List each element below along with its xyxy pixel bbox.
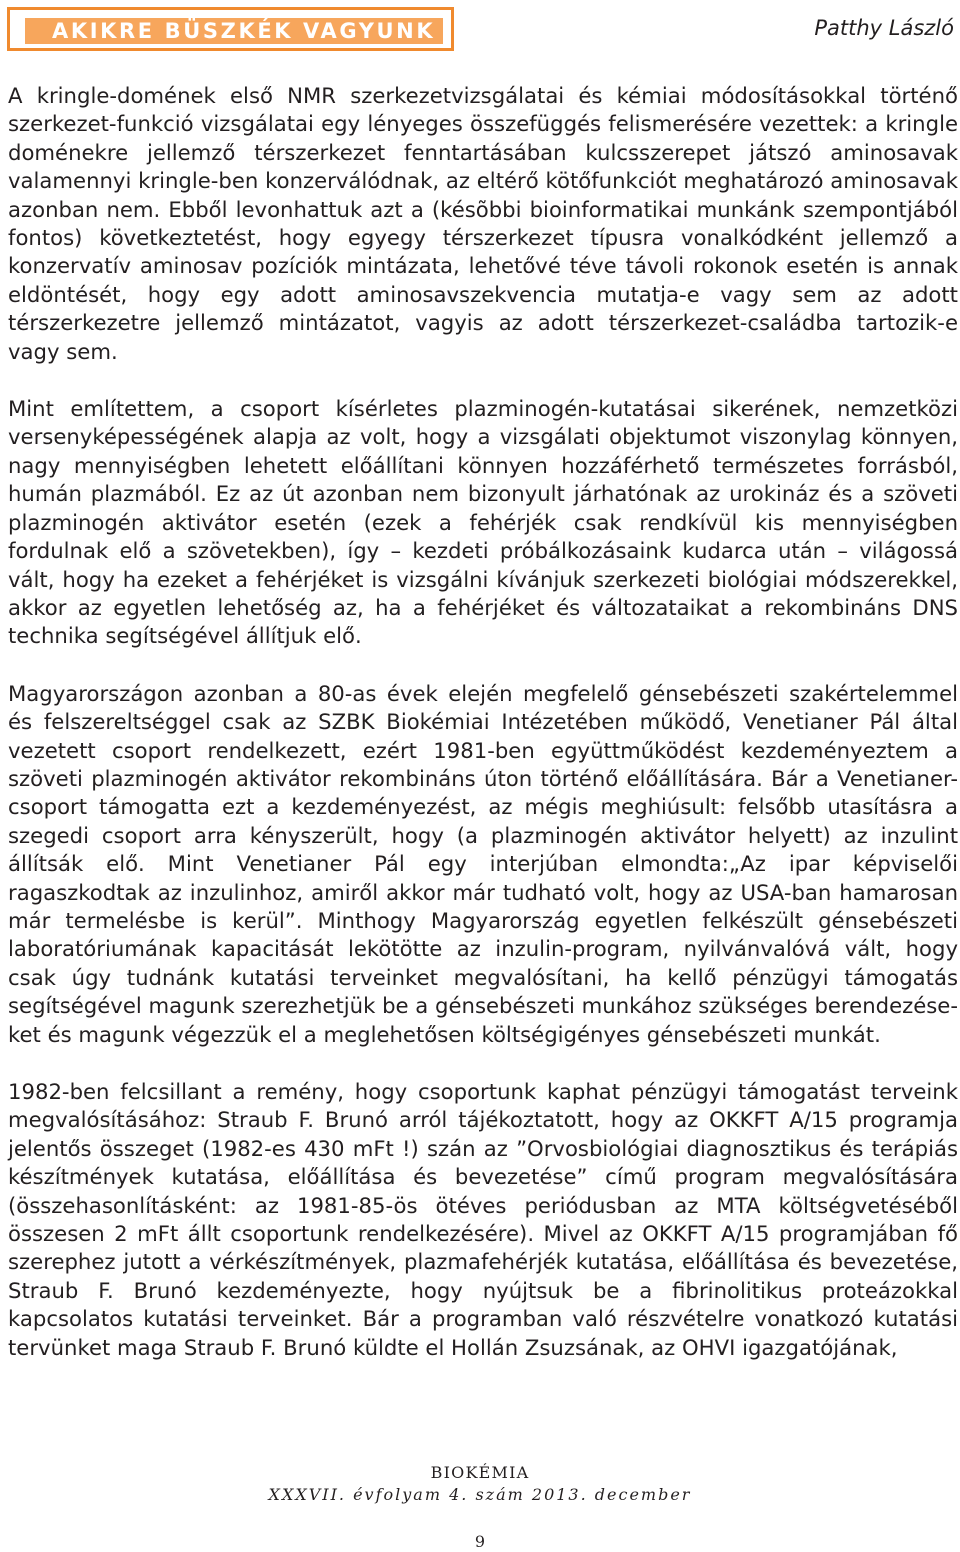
paragraph-2: Mint említettem, a csoport kísérletes plazminogén-kutatásai sikerének, nemzetközi versenyképességének alapja az volt, hogy a vizsgálati objektumot viszonylag könnyen, nagy mennyiségben lehetett előállítani könnyen hozzáférhető természetes forrásból, humán plazmából. Ez az út azonban nem bizonyult járhatónak az urokináz és a szöveti plazminogén aktivátor esetén (ezek a fehérjék csak rendkívül kis mennyiségben fordulnak elő a szövetekben), így – kezdeti próbálkozásaink kudarca után – világossá vált, hogy ha ezeket a fehérjéket is vizsgálni kívánjuk szerkezeti biológiai módszerekkel, akkor az egyetlen lehetőség az, ha a fehérjéket és változataikat a rekombináns DNS technika segítségével állítjuk elő. [8, 396, 958, 649]
journal-name: BIOKÉMIA [430, 1463, 530, 1482]
article-body [8, 82, 958, 1391]
paragraph-1: A kringle-domének első NMR szerkezetvizsgálatai és kémiai módosításokkal történő szerkezet-funkció vizsgálatai egy lényeges összefüggés felismerésére vezettek: a kringle doménekre jellemző térszerkezet fenntartásában kulcsszerepet játszó aminosavak valamennyi kringle-ben konzerválódnak, az eltérő kötőfunkciót meghatározó aminosavak azonban nem. Ebből levonhattuk azt a (késõbbi bioinformatikai munkánk szempontjából fontos) következtetést, hogy egyegy térszerkezet típusra vonalkódként jellemző a konzervatív aminosav pozíciók mintázata, lehetővé téve távoli rokonok esetén is annak eldöntését, hogy egy adott aminosavszekvencia mutatja-e vagy sem az adott térszerkezetre jellemző mintázatot, vagyis az adott térszerkezet-családba tartozik-e vagy sem. [8, 83, 958, 364]
paragraph-3: Magyarországon azonban a 80-as évek elején megfelelő génsebészeti szakértelemmel és felszereltséggel csak az SZBK Biokémiai Intézetében működő, Venetianer Pál által vezetett csoport rendelkezett, ezért 1981-ben együttműködést kezdeményeztem a szöveti plazminogén aktivátor rekombináns úton történő előállítására. Bár a Venetianer-csoport támogatta ezt a kezdeményezést, az mégis meghiúsult: felsőbb utasításra a szegedi csoport arra kényszerült, hogy (a plazminogén aktivátor helyett) az inzulint állítsák elő. Mint Venetianer Pál egy interjúban elmondta:„Az ipar képviselői ragaszkodtak az inzulinhoz, amiről akkor már tudható volt, hogy az USA-ban hamarosan már termelésbe is kerül”. Minthogy Magyarország egyetlen felkészült génsebészeti laboratóriumának kapacitását lekötötte az inzulin-program, nyilvánvalóvá vált, hogy csak úgy tudnánk kutatási terveinket megvalósítani, ha kellő pénzügyi támogatás segítségével magunk szerezhetjük be a génsebészeti munkához szükséges berendezéseket és magunk végezzük el a meglehetősen költségigényes génsebészeti munkát. [8, 680, 959, 1047]
page-header [0, 0, 960, 58]
page-number: 9 [474, 1532, 486, 1551]
section-tag [7, 7, 454, 51]
author-name: Patthy László [814, 16, 954, 40]
paragraph-4: 1982-ben felcsillant a remény, hogy csoportunk kaphat pénzügyi támogatást terveink megvalósításához: Straub F. Brunó arról tájékoztatott, hogy az OKKFT A/15 programja jelentős összeget (1982-es 430 mFt !) szán az ”Orvosbiológiai diagnosztikus és terápiás készítmények kutatása, előállítása és bevezetése” című program megvalósítására (összehasonlításként: az 1981-85-ös ötéves periódusban az MTA költségvetéséből összesen 2 mFt állt csoportunk rendelkezésére). Mivel az OKKFT A/15 programjában fő szerephez jutott a vérkészítmények, plazmafehérjék kutatása, előállítása és bevezetése, Straub F. Brunó kezdeményezte, hogy nyújtsuk be a fibrinolitikus proteázokkal kapcsolatos kutatási terveinket. Bár a programban való részvételre vonatkozó kutatási tervünket maga Straub F. Brunó küldte el Hollán Zsuzsának, az OHVI igazgatójának, [8, 1079, 958, 1360]
journal-issue: XXXVII. évfolyam 4. szám 2013. december [268, 1485, 692, 1504]
section-label: AKIKRE BÜSZKÉK VAGYUNK [25, 18, 443, 44]
page-footer [0, 1462, 960, 1506]
